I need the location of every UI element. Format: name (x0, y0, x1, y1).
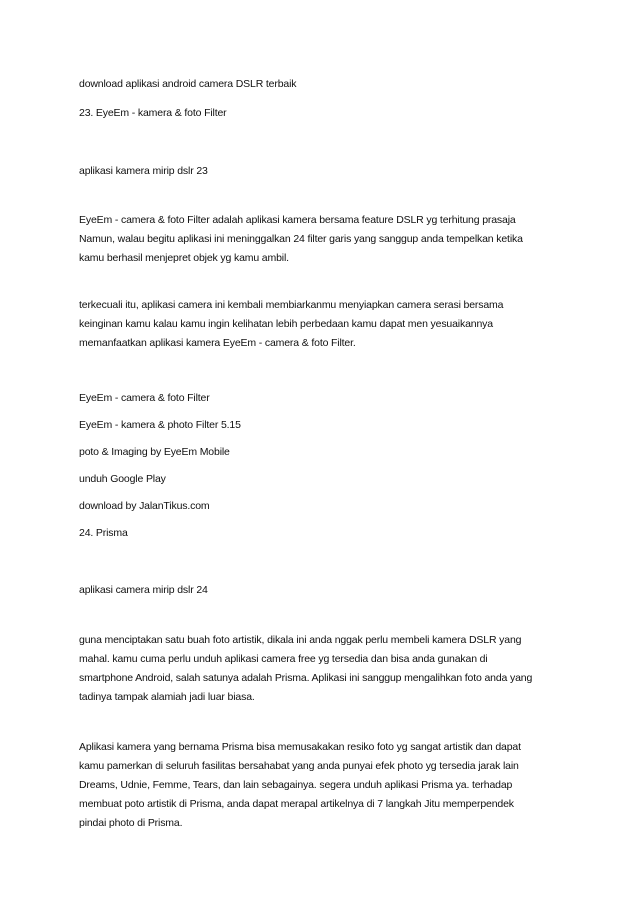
text-line-source: download by JalanTikus.com (79, 500, 210, 512)
text-line-para4-2: kamu pamerkan di seluruh fasilitas bersahabat yang anda punyai efek photo yg tersedia jarak lain (79, 760, 519, 772)
text-line-download-heading: download aplikasi android camera DSLR terbaik (79, 78, 297, 90)
text-line-image-caption-24: aplikasi camera mirip dslr 24 (79, 584, 208, 596)
text-line-para4-3: Dreams, Udnie, Femme, Tears, dan lain sebagainya. segera unduh aplikasi Prisma ya. terhadap (79, 779, 513, 791)
text-line-para3-3: smartphone Android, salah satunya adalah Prisma. Aplikasi ini sanggup mengalihkan foto anda yang (79, 672, 533, 684)
text-line-para3-1: guna menciptakan satu buah foto artistik, dikala ini anda nggak perlu membeli kamera DSLR yang (79, 634, 522, 646)
text-line-para4-1: Aplikasi kamera yang bernama Prisma bisa memusakakan resiko foto yg sangat artistik dan dapat (79, 741, 521, 753)
text-line-download-link: unduh Google Play (79, 473, 166, 485)
text-line-para2-2: keinginan kamu kalau kamu ingin kelihatan lebih perbedaan kamu dapat men yesuaikannya (79, 318, 493, 330)
text-line-para2-3: memanfaatkan aplikasi kamera EyeEm - camera & foto Filter. (79, 337, 356, 349)
text-line-para1-1: EyeEm - camera & foto Filter adalah aplikasi kamera bersama feature DSLR yg terhitung prasaja (79, 214, 516, 226)
text-line-para3-4: tadinya tampak alamiah jadi luar biasa. (79, 691, 255, 703)
text-line-para4-5: pindai photo di Prisma. (79, 817, 183, 829)
text-line-para1-2: Namun, walau begitu aplikasi ini meninggalkan 24 filter garis yang sanggup anda tempelkan ketika (79, 233, 523, 245)
text-line-para3-2: mahal. kamu cuma perlu unduh aplikasi camera free yg tersedia dan bisa anda gunakan di (79, 653, 488, 665)
text-line-app-version: EyeEm - kamera & photo Filter 5.15 (79, 419, 241, 431)
text-line-image-caption-23: aplikasi kamera mirip dslr 23 (79, 165, 208, 177)
text-line-para2-1: terkecuali itu, aplikasi camera ini kembali membiarkanmu menyiapkan camera serasi bersama (79, 299, 504, 311)
text-line-app-publisher: poto & Imaging by EyeEm Mobile (79, 446, 230, 458)
text-line-para1-3: kamu berhasil menjepret objek yg kamu ambil. (79, 252, 289, 264)
text-line-app-name: EyeEm - camera & foto Filter (79, 392, 210, 404)
text-line-item-24-title: 24. Prisma (79, 527, 128, 539)
text-line-para4-4: membuat poto artistik di Prisma, anda dapat merapal artikelnya di 7 langkah Jitu memperpendek (79, 798, 514, 810)
text-line-item-23-title: 23. EyeEm - kamera & foto Filter (79, 107, 227, 119)
